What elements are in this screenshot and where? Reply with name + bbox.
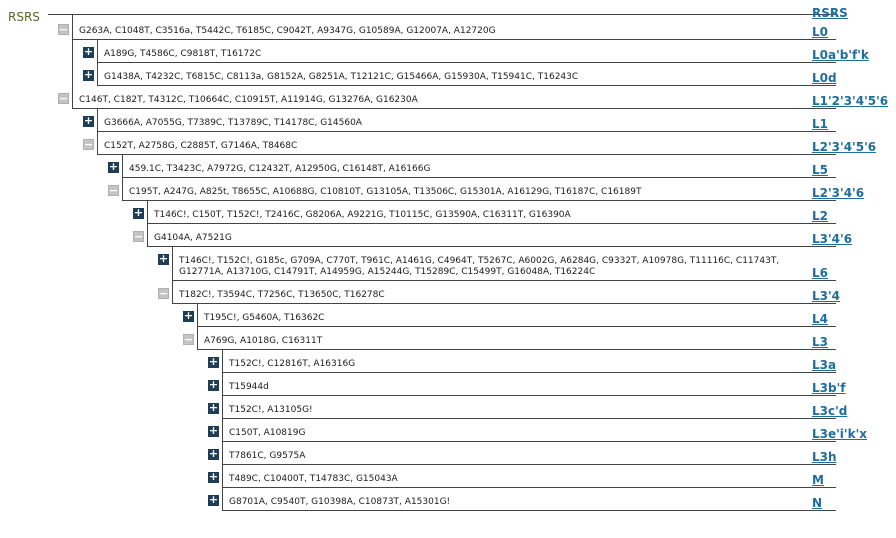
haplogroup-link[interactable]: L2'3'4'6 [812, 186, 865, 200]
mutation-list: T15944d [229, 382, 269, 392]
mutation-list: T152C!, A13105G! [229, 405, 313, 415]
branch-line [222, 395, 836, 396]
mutation-list: T195C!, G5460A, T16362C [204, 313, 325, 323]
collapse-icon[interactable]: − [109, 184, 119, 197]
expand-icon[interactable]: + [208, 355, 219, 368]
connector-line [97, 39, 98, 85]
haplogroup-link[interactable]: L1 [812, 117, 828, 131]
collapse-icon[interactable]: − [84, 138, 94, 151]
root-label: RSRS [8, 10, 40, 24]
mutation-list: T489C, C10400T, T14783C, G15043A [229, 474, 398, 484]
haplogroup-link[interactable]: L3 [812, 335, 828, 349]
branch-line [97, 131, 836, 132]
expand-icon[interactable]: + [108, 160, 119, 173]
branch-line [97, 62, 836, 63]
haplogroup-link[interactable]: N [812, 496, 823, 510]
haplogroup-link[interactable]: L0d [812, 71, 837, 85]
haplogroup-link[interactable]: L3c'd [812, 404, 848, 418]
mutation-list: T7861C, G9575A [229, 451, 306, 461]
mutation-list: G263A, C1048T, C3516a, T5442C, T6185C, C9042T, A9347G, G10589A, G12007A, A12720G [79, 26, 496, 36]
collapse-icon[interactable]: − [59, 23, 69, 36]
mutation-list: G4104A, A7521G [154, 233, 232, 243]
mutation-list: T152C!, C12816T, A16316G [229, 359, 356, 369]
mutation-list: C146T, C182T, T4312C, T10664C, C10915T, A11914G, G13276A, G16230A [79, 95, 418, 105]
connector-line [222, 349, 223, 510]
connector-line [122, 154, 123, 200]
branch-line [147, 246, 836, 247]
expand-icon[interactable]: + [208, 378, 219, 391]
haplogroup-link[interactable]: L4 [812, 312, 828, 326]
branch-line [197, 326, 836, 327]
root-branch-line [48, 14, 836, 15]
branch-line [197, 349, 836, 350]
haplogroup-link[interactable]: L3'4 [812, 289, 841, 303]
expand-icon[interactable]: + [83, 68, 94, 81]
mutation-list: T146C!, T152C!, G185c, G709A, C770T, T961C, A1461G, C4964T, T5267C, A6002G, A6284G, C9332T, A10978G, T11116C, C11743T, G12771A, A13710G, C14791T, A14959G, A15244G, T15289C, C15499T, G16048A, T16224C [179, 256, 780, 277]
expand-icon[interactable]: + [208, 493, 219, 506]
haplogroup-link[interactable]: L3e'i'k'x [812, 427, 867, 441]
mutation-list: G1438A, T4232C, T6815C, C8113a, G8152A, G8251A, T12121C, G15466A, G15930A, T15941C, T16243C [104, 72, 579, 82]
branch-line [222, 487, 836, 488]
collapse-icon[interactable]: − [134, 230, 144, 243]
branch-line [222, 510, 836, 511]
haplogroup-link[interactable]: L6 [812, 266, 828, 280]
expand-icon[interactable]: + [83, 114, 94, 127]
collapse-icon[interactable]: − [59, 92, 69, 105]
expand-icon[interactable]: + [158, 252, 169, 265]
connector-line [197, 303, 198, 349]
haplogroup-link[interactable]: L0a'b'f'k [812, 48, 869, 62]
haplogroup-link[interactable]: L5 [812, 163, 828, 177]
mutation-list: C150T, A10819G [229, 428, 306, 438]
expand-icon[interactable]: + [83, 45, 94, 58]
branch-line [147, 223, 836, 224]
haplogroup-link[interactable]: L3'4'6 [812, 232, 853, 246]
haplogroup-link[interactable]: L0 [812, 25, 828, 39]
haplogroup-link[interactable]: L3a [812, 358, 837, 372]
haplogroup-link[interactable]: L1'2'3'4'5'6 [812, 94, 889, 108]
expand-icon[interactable]: + [208, 470, 219, 483]
expand-icon[interactable]: + [208, 424, 219, 437]
haplogroup-link[interactable]: L3b'f [812, 381, 846, 395]
haplogroup-link[interactable]: L2 [812, 209, 828, 223]
mutation-list: C195T, A247G, A825t, T8655C, A10688G, C10810T, G13105A, T13506C, G15301A, A16129G, T16187C, C16189T [129, 187, 642, 197]
branch-line [72, 108, 836, 109]
connector-line [97, 108, 98, 154]
branch-line [122, 177, 836, 178]
connector-line [172, 246, 173, 303]
expand-icon[interactable]: + [208, 447, 219, 460]
expand-icon[interactable]: + [133, 206, 144, 219]
branch-line [97, 154, 836, 155]
branch-line [222, 372, 836, 373]
branch-line [172, 303, 836, 304]
mutation-list: T182C!, T3594C, T7256C, T13650C, T16278C [179, 290, 385, 300]
collapse-icon[interactable]: − [159, 287, 169, 300]
mutation-list: C152T, A2758G, C2885T, G7146A, T8468C [104, 141, 298, 151]
branch-line [122, 200, 836, 201]
haplogroup-link-root[interactable]: RSRS [812, 6, 848, 20]
mutation-list: A189G, T4586C, C9818T, T16172C [104, 49, 262, 59]
branch-line [172, 280, 836, 281]
haplogroup-link[interactable]: L3h [812, 450, 837, 464]
connector-line [72, 14, 73, 108]
haplogroup-link[interactable]: L2'3'4'5'6 [812, 140, 877, 154]
branch-line [97, 85, 836, 86]
mutation-list: T146C!, C150T, T152C!, T2416C, G8206A, A9221G, T10115C, G13590A, C16311T, G16390A [154, 210, 571, 220]
connector-line [147, 200, 148, 246]
mutation-list: G8701A, C9540T, G10398A, C10873T, A15301G! [229, 497, 451, 507]
collapse-icon[interactable]: − [184, 333, 194, 346]
mutation-list: A769G, A1018G, C16311T [204, 336, 323, 346]
branch-line [222, 464, 836, 465]
branch-line [222, 418, 836, 419]
expand-icon[interactable]: + [208, 401, 219, 414]
haplogroup-link[interactable]: M [812, 473, 824, 487]
expand-icon[interactable]: + [183, 309, 194, 322]
branch-line [72, 39, 836, 40]
mutation-list: 459.1C, T3423C, A7972G, C12432T, A12950G, C16148T, A16166G [129, 164, 431, 174]
mutation-list: G3666A, A7055G, T7389C, T13789C, T14178C, G14560A [104, 118, 362, 128]
branch-line [222, 441, 836, 442]
